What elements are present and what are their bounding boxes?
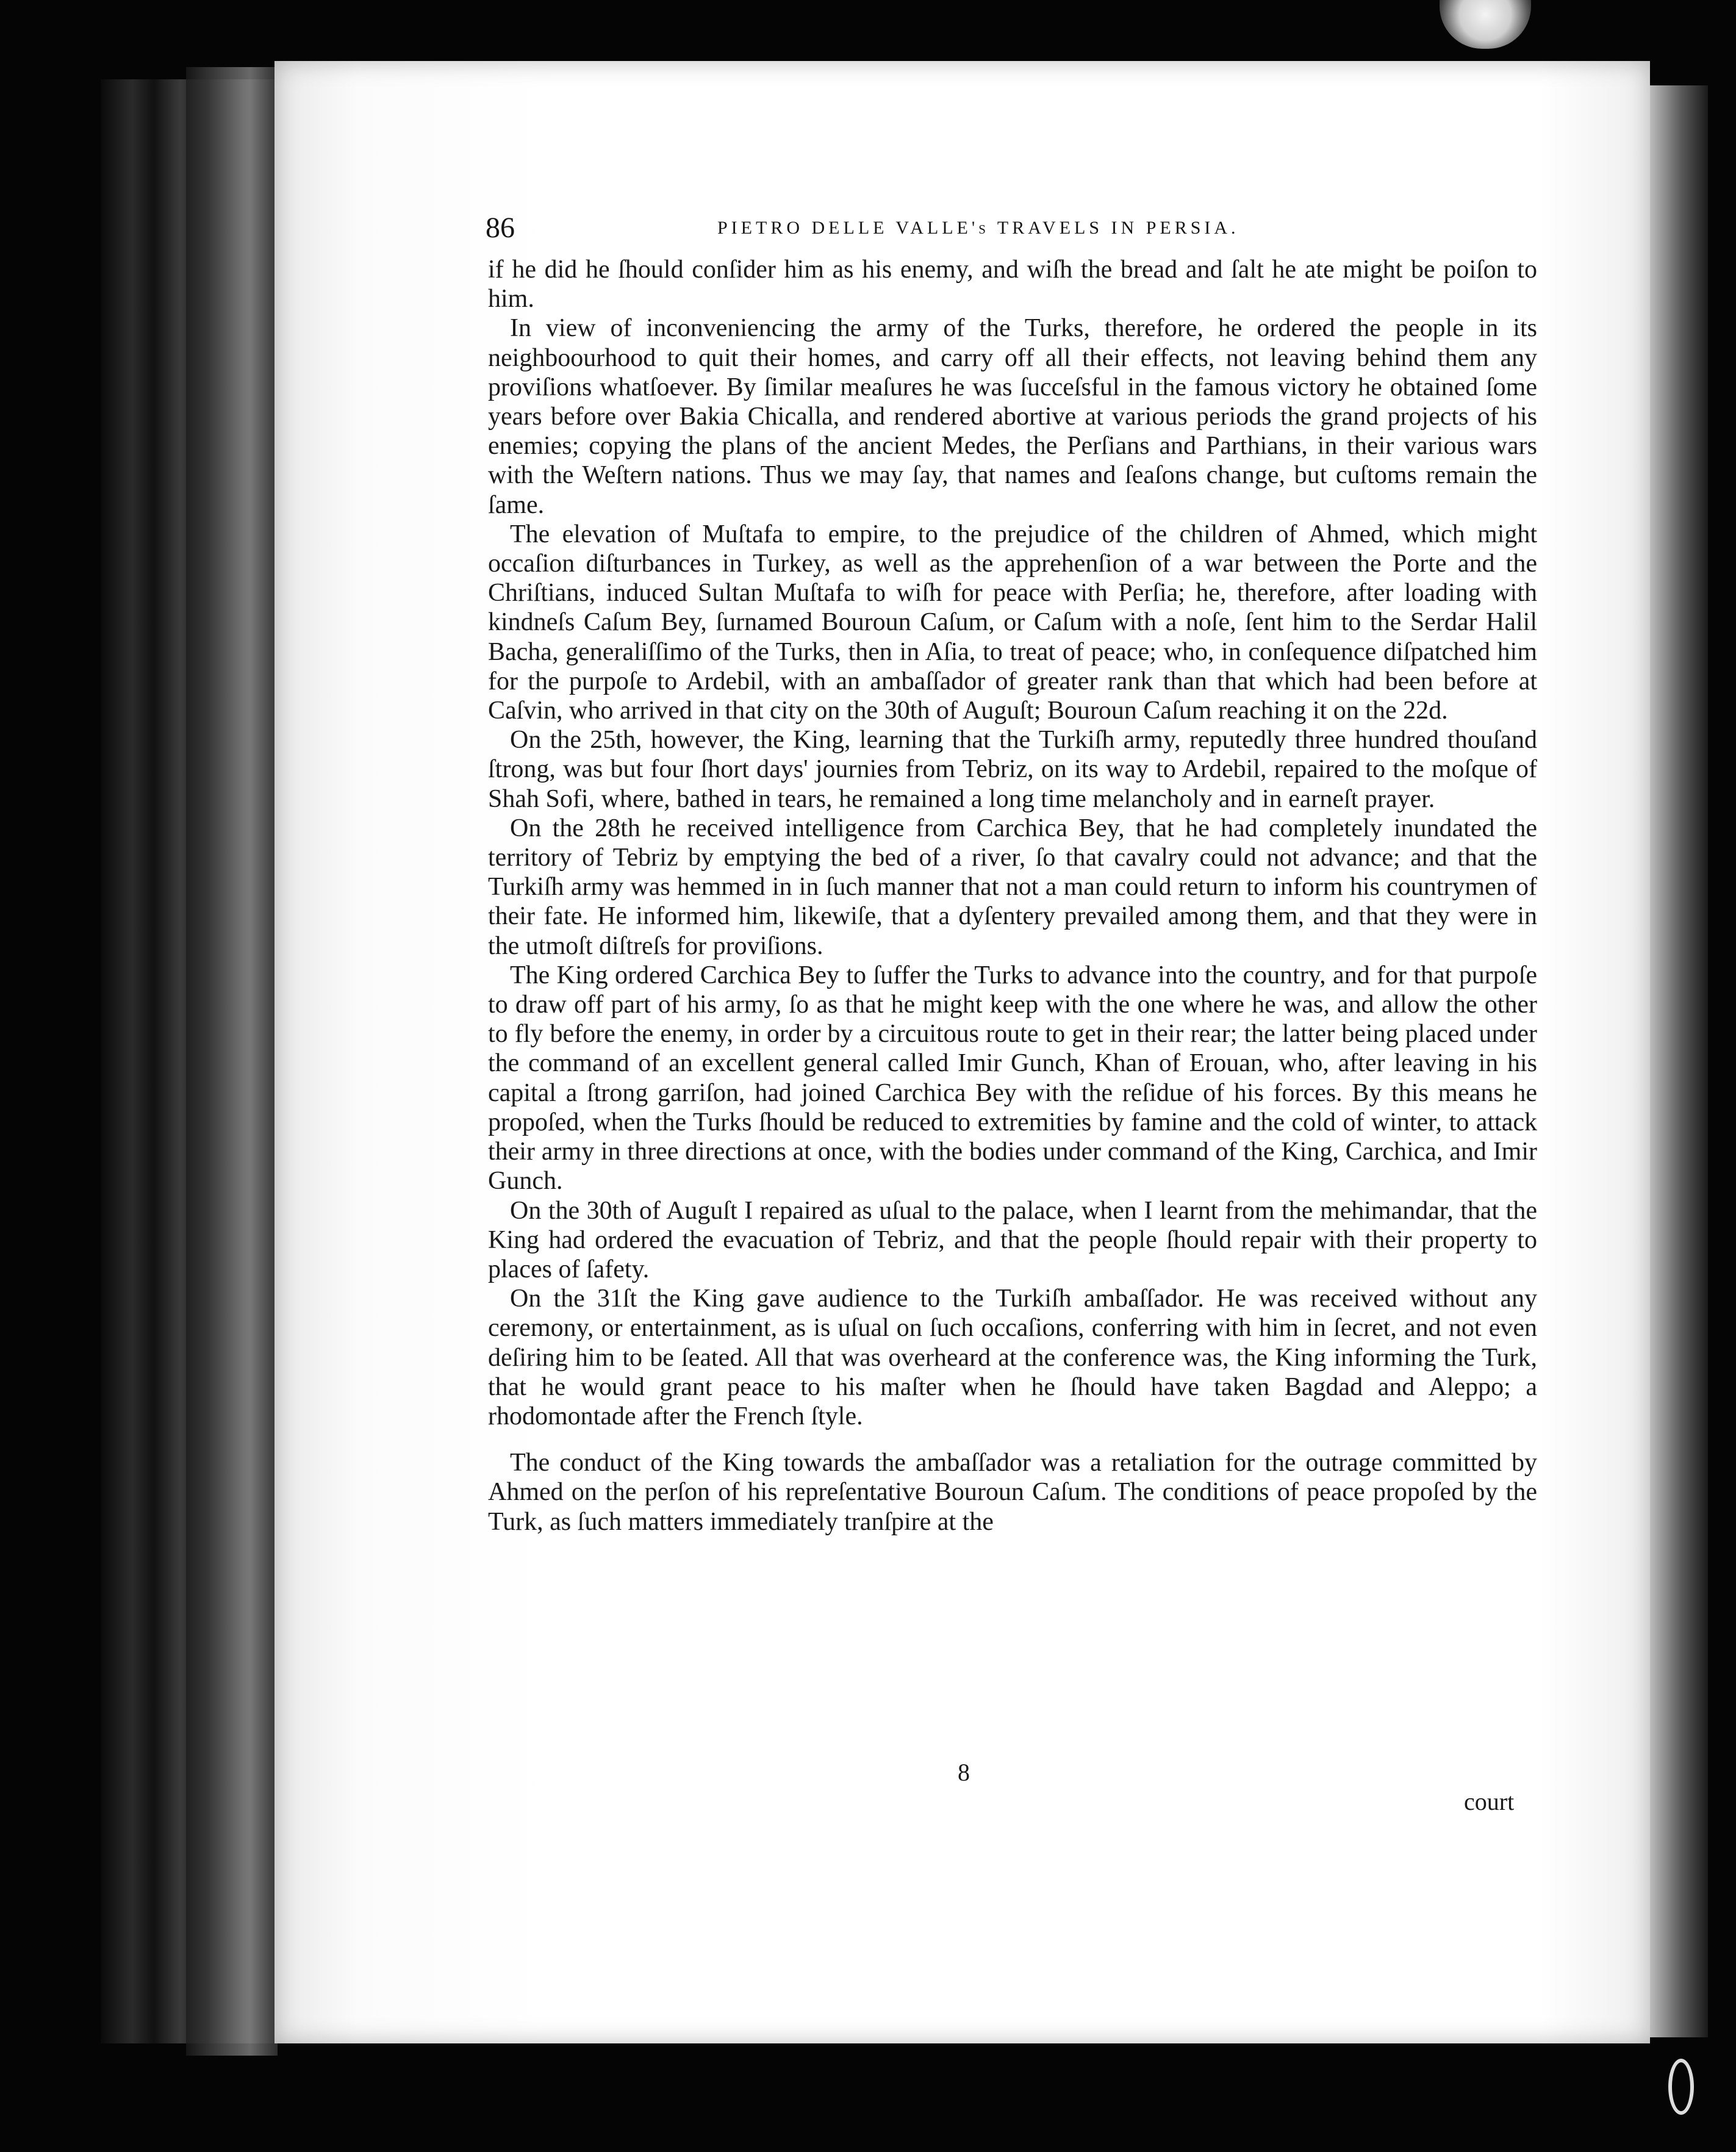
paragraph-4: On the 25th, however, the King, learning that the Turkiſh army, reputedly three hundred thouſand ſtrong, was but four ſhort days' journies from Tebriz, on its way to Ardebil, repaired to the moſque of Shah Sofi, where, bathed in tears, he remained a long time melancholy and in earneſt prayer. — [488, 726, 1537, 813]
paragraph-2: In view of inconveniencing the army of the Turks, therefore, he ordered the people in its neighboourhood to quit their homes, and carry off all their effects, not leaving behind them any proviſions whatſoever. By ſimilar meaſures he was ſucceſsful in the famous victory he obtained ſome years before over Bakia Chicalla, and rendered abortive at various periods the grand projects of his enemies; copying the plans of the ancient Medes, the Perſians and Parthians, in their various wars with the Weſtern nations. Thus we may ſay, that names and ſeaſons change, but cuſtoms remain the ſame. — [488, 314, 1537, 519]
paragraph-5: On the 28th he received intelligence from Carchica Bey, that he had completely inundated the territory of Tebriz by emptying the bed of a river, ſo that cavalry could not advance; and that the Turkiſh army was hemmed in in ſuch manner that not a man could return to inform his countrymen of their fate. He informed him, likewiſe, that a dyſentery prevailed among them, and that they were in the utmoſt diſtreſs for proviſions. — [488, 814, 1537, 960]
scan-artifact-mark — [1668, 2059, 1694, 2115]
text-body — [488, 255, 1537, 1537]
running-head — [486, 209, 1523, 248]
paragraph-9: The conduct of the King towards the ambaſſador was a retaliation for the outrage committed by Ahmed on the perſon of his repreſentative Bouroun Caſum. The conditions of peace propoſed by the Turk, as ſuch matters immediately tranſpire at the — [488, 1449, 1537, 1536]
page-number: 86 — [486, 212, 515, 244]
page-edge-shadow — [1641, 85, 1708, 2037]
catchword: court — [1464, 1788, 1515, 1815]
paragraph-8: On the 31ſt the King gave audience to the Turkiſh ambaſſador. He was received without any ceremony, or entertainment, as is uſual on ſuch occaſions, conferring with him in ſecret, and not even deſiring him to be ſeated. All that was overheard at the conference was, the King informing the Turk, that he would grant peace to his maſter when he ſhould have taken Bagdad and Aleppo; a rhodomontade after the French ſtyle. — [488, 1285, 1537, 1430]
binding-gutter — [186, 67, 278, 2056]
paragraph-7: On the 30th of Auguſt I repaired as uſual to the palace, when I learnt from the mehimandar, that the King had ordered the evacuation of Tebriz, and that the people ſhould repair with their property to places of ſafety. — [488, 1196, 1537, 1283]
paragraph-3: The elevation of Muſtafa to empire, to the prejudice of the children of Ahmed, which might occaſion diſturbances in Turkey, as well as the apprehenſion of a war between the Porte and the Chriſtians, induced Sultan Muſtafa to wiſh for peace with Perſia; he, therefore, after loading with kindneſs Caſum Bey, ſurnamed Bouroun Caſum, or Caſum with a noſe, ſent him to the Serdar Halil Bacha, generaliſſimo of the Turks, then in Aſia, to treat of peace; who, in conſequence diſpatched him for the purpoſe to Ardebil, with an ambaſſador of greater rank than that which had been before at Caſvin, who arrived in that city on the 30th of Auguſt; Bouroun Caſum reaching it on the 22d. — [488, 520, 1537, 725]
signature-mark: 8 — [958, 1759, 970, 1786]
running-title: PIETRO DELLE VALLE's TRAVELS IN PERSIA. — [717, 218, 1239, 238]
paragraph-1: if he did he ſhould conſider him as his enemy, and wiſh the bread and ſalt he ate might be poiſon to him. — [488, 256, 1537, 314]
paragraph-6: The King ordered Carchica Bey to ſuffer the Turks to advance into the country, and for that purpoſe to draw off part of his army, ſo as that he might keep with the one where he was, and allow the other to fly before the enemy, in order by a circuitous route to get in their rear; the latter being placed under the command of an excellent general called Imir Gunch, Khan of Erouan, who, after leaving in his capital a ſtrong garriſon, had joined Carchica Bey with the reſidue of his forces. By this means he propoſed, when the Turks ſhould be reduced to extremities by famine and the cold of winter, to attack their army in three directions at once, with the bodies under command of the King, Carchica, and Imir Gunch. — [488, 961, 1537, 1196]
